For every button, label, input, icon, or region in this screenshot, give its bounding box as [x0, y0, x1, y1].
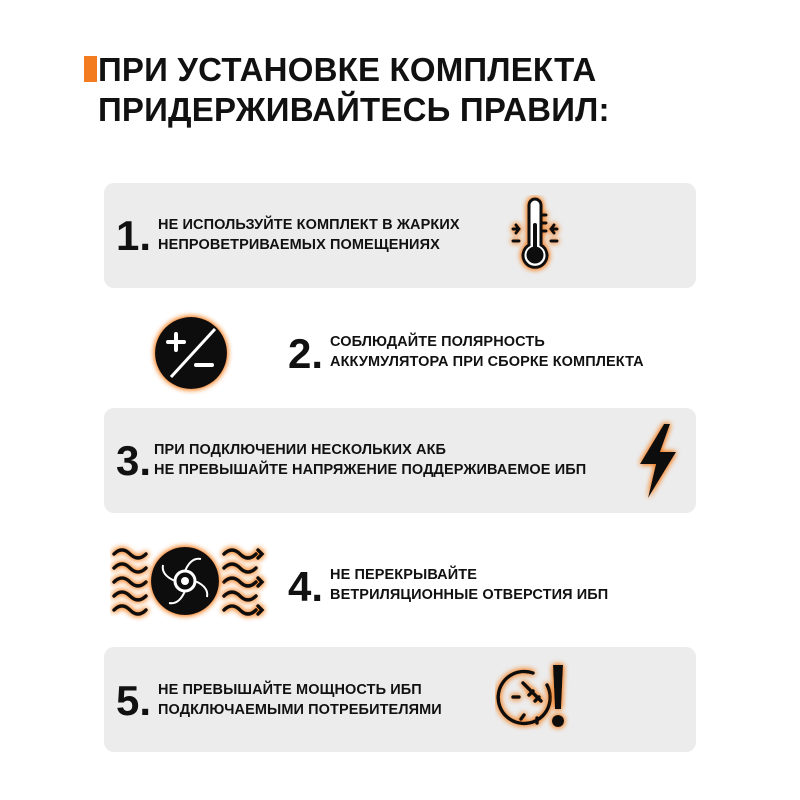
thermometer-icon — [505, 195, 565, 277]
rule-4-line-1: НЕ ПЕРЕКРЫВАЙТЕ — [330, 567, 477, 583]
rule-number-1: 1. — [116, 212, 152, 259]
rule-number-4: 4. — [288, 563, 324, 610]
rule-number-2: 2. — [288, 330, 324, 377]
power-warning-icon — [495, 655, 575, 741]
rule-1-line-2: НЕПРОВЕТРИВАЕМЫХ ПОМЕЩЕНИЯХ — [158, 237, 440, 253]
rule-5-line-1: НЕ ПРЕВЫШАЙТЕ МОЩНОСТЬ ИБП — [158, 682, 422, 698]
rule-text-5 — [158, 680, 442, 720]
lightning-icon — [628, 418, 688, 504]
rule-text-1 — [158, 215, 460, 255]
fan-airflow-icon — [110, 538, 270, 624]
rule-number-3: 3. — [116, 437, 152, 484]
rule-text-4 — [330, 565, 608, 605]
page-title — [84, 50, 784, 130]
rule-text-3 — [154, 440, 586, 480]
rule-5-line-2: ПОДКЛЮЧАЕМЫМИ ПОТРЕБИТЕЛЯМИ — [158, 702, 442, 718]
rule-number-5: 5. — [116, 677, 152, 724]
title-line-1: ПРИ УСТАНОВКЕ КОМПЛЕКТА — [98, 51, 597, 88]
rule-3-line-1: ПРИ ПОДКЛЮЧЕНИИ НЕСКОЛЬКИХ АКБ — [154, 442, 447, 458]
rule-2-line-2: АККУМУЛЯТОРА ПРИ СБОРКЕ КОМПЛЕКТА — [330, 354, 644, 370]
rule-1-line-1: НЕ ИСПОЛЬЗУЙТЕ КОМПЛЕКТ В ЖАРКИХ — [158, 217, 460, 233]
title-accent-marker — [84, 56, 97, 82]
rule-2-line-1: СОБЛЮДАЙТЕ ПОЛЯРНОСТЬ — [330, 334, 545, 350]
rule-text-2 — [330, 332, 644, 372]
polarity-icon — [148, 310, 234, 396]
rule-3-line-2: НЕ ПРЕВЫШАЙТЕ НАПРЯЖЕНИЕ ПОДДЕРЖИВАЕМОЕ ИБП — [154, 462, 587, 478]
title-line-2: ПРИДЕРЖИВАЙТЕСЬ ПРАВИЛ: — [98, 91, 610, 128]
rule-4-line-2: ВЕТРИЛЯЦИОННЫЕ ОТВЕРСТИЯ ИБП — [330, 587, 609, 603]
